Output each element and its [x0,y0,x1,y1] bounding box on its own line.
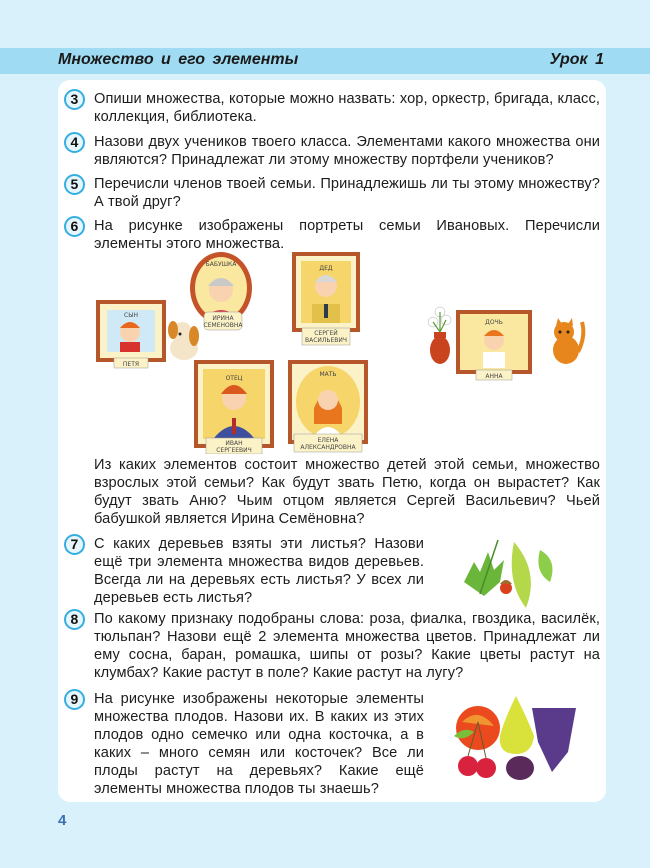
fruits-illustration [448,692,578,792]
svg-text:ИРИНА: ИРИНА [212,315,234,322]
cat-illustration [553,318,583,364]
svg-text:СЕМЕНОВНА: СЕМЕНОВНА [203,322,243,329]
svg-text:ДОЧЬ: ДОЧЬ [485,319,503,326]
task-number-badge: 4 [64,132,85,153]
task-text: По какому признаку подобраны слова: роза, фиалка, гвоздика, василёк, тюльпан? Назови ещё 2 элемента множества цветов. Принадлежат ли ему сосна, баран, ромашка, шипы от розы? Какие цветы растут на клумбах? Какие растут в поле? Какие растут на лугу? [94,611,600,681]
content-card [58,80,606,802]
dog-illustration [168,321,199,360]
task-number-badge: 5 [64,174,85,195]
portrait-son [96,300,166,368]
task-number-badge: 3 [64,89,85,110]
task-number-badge: 6 [64,216,85,237]
svg-text:ИВАН: ИВАН [225,440,243,447]
portrait-grandmother [190,252,252,330]
svg-text:МАТЬ: МАТЬ [319,371,337,378]
task-number-badge: 9 [64,689,85,710]
svg-text:АННА: АННА [485,373,503,380]
lesson-label: Урок 1 [549,51,604,68]
portrait-mother [288,360,368,452]
task-text: На рисунке изображены некоторые элементы множества плодов. Назови их. В каких из этих плодов одно семечко или одна косточка, а в каких – много семян или косточек? Все ли плоды растут на деревьях? Какие ещё элементы множества плодов ты знаешь? [94,691,424,797]
leaves-illustration [454,532,564,612]
svg-text:ДЕД: ДЕД [319,265,333,272]
svg-text:ПЕТЯ: ПЕТЯ [122,361,140,368]
portrait-daughter [456,310,532,380]
lesson-header-bar [0,48,650,74]
task-text: Назови двух учеников твоего класса. Элементами какого множества они являются? Принадлежат ли этому множеству портфели учеников? [94,134,600,168]
page-number: 4 [58,812,67,829]
svg-text:СЫН: СЫН [124,312,138,319]
svg-text:СЕРГЕЕВИЧ: СЕРГЕЕВИЧ [216,447,252,454]
svg-text:ЕЛЕНА: ЕЛЕНА [317,437,339,444]
topic-title: Множество и его элементы [58,51,299,68]
flower-vase-illustration [428,307,451,364]
task-number-badge: 7 [64,534,85,555]
svg-text:СЕРГЕЙ: СЕРГЕЙ [314,330,338,337]
task-text: Опиши множества, которые можно назвать: хор, оркестр, бригада, класс, коллекция, библиотека. [94,91,600,125]
svg-text:ОТЕЦ: ОТЕЦ [225,375,243,382]
portrait-grandfather [292,252,360,345]
task-text: Перечисли членов твоей семьи. Принадлежишь ли ты этому множеству? А твой друг? [94,176,600,210]
task-text: Из каких элементов состоит множество детей этой семьи, множество взрослых этой семьи? Как будут звать Петю, когда он вырастет? Как будут звать Аню? Чьим отцом является Сергей Васильевич? Чьей бабушкой является Ирина Семёновна? [94,457,600,527]
task-text: На рисунке изображены портреты семьи Ивановых. Перечисли элементы этого множества. [94,218,600,252]
task-number-badge: 8 [64,609,85,630]
svg-text:АЛЕКСАНДРОВНА: АЛЕКСАНДРОВНА [300,444,356,451]
task-text: С каких деревьев взяты эти листья? Назови ещё три элемента множества видов деревьев. Всегда ли на деревьях есть листья? У всех ли деревьев есть листья? [94,536,424,606]
portrait-father [194,360,274,454]
svg-text:ВАСИЛЬЕВИЧ: ВАСИЛЬЕВИЧ [304,337,348,344]
svg-text:БАБУШКА: БАБУШКА [205,261,237,268]
family-portraits-illustration [90,248,590,454]
